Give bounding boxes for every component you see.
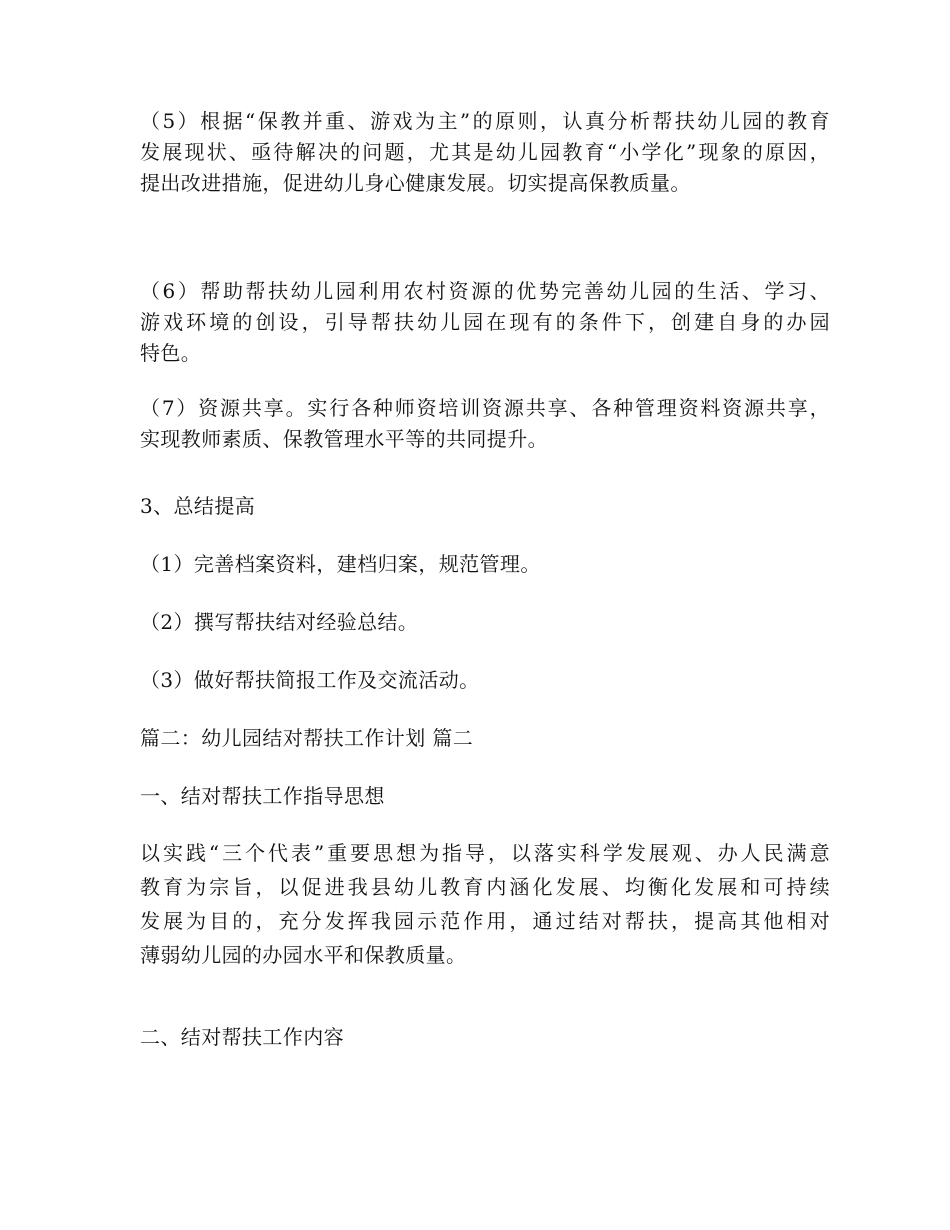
paragraph-line: 教育为宗旨，以促进我县幼儿教育内涵化发展、均衡化发展和可持续 xyxy=(140,875,830,899)
paragraph-line: 提出改进措施，促进幼儿身心健康发展。切实提高保教质量。 xyxy=(140,171,691,195)
paragraph-line: 发展为目的，充分发挥我园示范作用，通过结对帮扶，提高其他相对 xyxy=(140,909,830,933)
paragraph-line: 以实践“三个代表”重要思想为指导，以落实科学发展观、办人民满意 xyxy=(140,841,830,865)
part-2-heading: 篇二：幼儿园结对帮扶工作计划 篇二 xyxy=(140,726,474,750)
paragraph-item-7 xyxy=(140,393,830,455)
list-item-1: （1）完善档案资料，建档归案，规范管理。 xyxy=(140,552,541,576)
paragraph-line: 实现教师素质、保教管理水平等的共同提升。 xyxy=(140,427,548,451)
paragraph-guiding-ideology xyxy=(140,836,830,972)
section-1-heading: 一、结对帮扶工作指导思想 xyxy=(140,784,385,808)
paragraph-line: （7）资源共享。实行各种师资培训资源共享、各种管理资料资源共享， xyxy=(140,396,830,420)
paragraph-line: 薄弱幼儿园的办园水平和保教质量。 xyxy=(140,943,467,967)
paragraph-line: 特色。 xyxy=(140,341,202,365)
section-3-heading: 3、总结提高 xyxy=(140,494,256,518)
list-item-2: （2）撰写帮扶结对经验总结。 xyxy=(140,610,419,634)
list-item-3: （3）做好帮扶简报工作及交流活动。 xyxy=(140,668,480,692)
paragraph-line: （5）根据“保教并重、游戏为主”的原则，认真分析帮扶幼儿园的教育 xyxy=(140,109,830,133)
paragraph-line: 发展现状、亟待解决的问题，尤其是幼儿园教育“小学化”现象的原因， xyxy=(140,140,830,164)
section-2-heading: 二、结对帮扶工作内容 xyxy=(140,1025,344,1049)
paragraph-line: 游戏环境的创设，引导帮扶幼儿园在现有的条件下，创建自身的办园 xyxy=(140,310,830,334)
paragraph-item-6 xyxy=(140,276,830,369)
paragraph-line: （6）帮助帮扶幼儿园利用农村资源的优势完善幼儿园的生活、学习、 xyxy=(140,279,830,303)
paragraph-item-5 xyxy=(140,106,830,199)
